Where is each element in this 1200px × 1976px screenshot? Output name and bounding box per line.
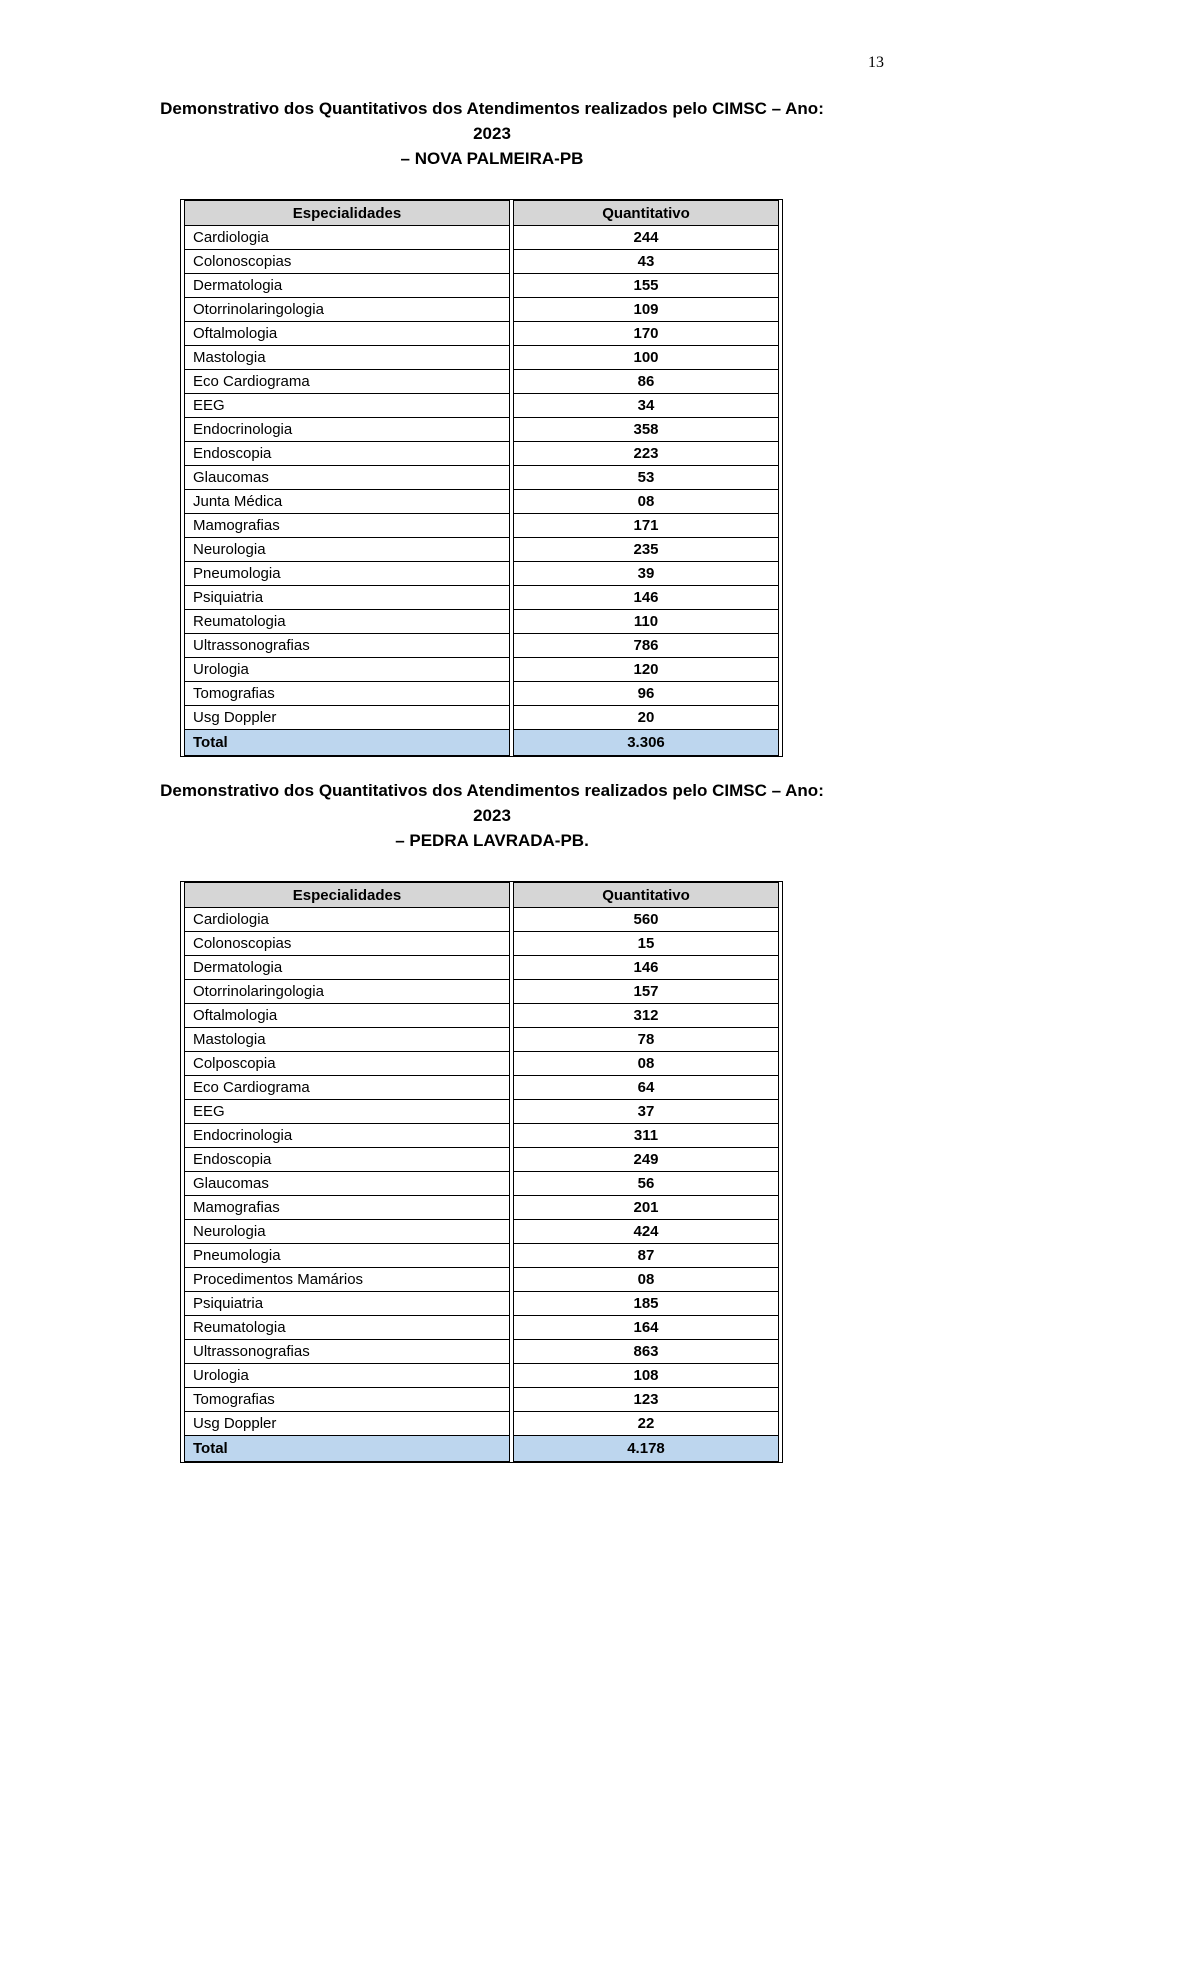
section-title-line3: – NOVA PALMEIRA-PB xyxy=(400,149,584,168)
quantity-cell: 146 xyxy=(513,956,779,980)
table-row xyxy=(184,370,779,394)
table-row xyxy=(184,1172,779,1196)
quantity-cell: 312 xyxy=(513,1004,779,1028)
table-header xyxy=(184,200,779,226)
table-row xyxy=(184,322,779,346)
quantity-cell: 53 xyxy=(513,466,779,490)
section-title-line3: – PEDRA LAVRADA-PB. xyxy=(395,831,589,850)
specialty-cell: Neurologia xyxy=(184,538,510,562)
specialty-cell: EEG xyxy=(184,394,510,418)
specialty-cell: Usg Doppler xyxy=(184,706,510,730)
specialty-cell: Reumatologia xyxy=(184,1316,510,1340)
quantity-cell: 78 xyxy=(513,1028,779,1052)
table-body xyxy=(184,226,779,730)
table-row xyxy=(184,1292,779,1316)
table-row xyxy=(184,956,779,980)
total-value: 3.306 xyxy=(513,730,779,756)
attendance-table-nova-palmeira xyxy=(180,199,783,757)
table-row xyxy=(184,706,779,730)
quantity-cell: 120 xyxy=(513,658,779,682)
quantity-cell: 108 xyxy=(513,1364,779,1388)
total-row xyxy=(184,1436,779,1462)
specialty-cell: Mamografias xyxy=(184,514,510,538)
specialty-cell: Tomografias xyxy=(184,1388,510,1412)
specialty-cell: Neurologia xyxy=(184,1220,510,1244)
table-row xyxy=(184,1220,779,1244)
quantity-cell: 39 xyxy=(513,562,779,586)
section-title xyxy=(97,778,887,853)
column-header-especialidades: Especialidades xyxy=(184,882,510,908)
quantity-cell: 43 xyxy=(513,250,779,274)
table-row xyxy=(184,1124,779,1148)
quantity-cell: 08 xyxy=(513,1052,779,1076)
table-row xyxy=(184,442,779,466)
specialty-cell: Cardiologia xyxy=(184,908,510,932)
quantity-cell: 64 xyxy=(513,1076,779,1100)
quantity-cell: 223 xyxy=(513,442,779,466)
table-body xyxy=(184,908,779,1436)
quantity-cell: 100 xyxy=(513,346,779,370)
quantity-cell: 358 xyxy=(513,418,779,442)
quantity-cell: 249 xyxy=(513,1148,779,1172)
quantity-cell: 87 xyxy=(513,1244,779,1268)
table-row xyxy=(184,1028,779,1052)
specialty-cell: Colonoscopias xyxy=(184,250,510,274)
page-content xyxy=(97,96,887,1463)
table-row xyxy=(184,1148,779,1172)
table-row xyxy=(184,562,779,586)
specialty-cell: Endoscopia xyxy=(184,1148,510,1172)
table-header xyxy=(184,882,779,908)
specialty-cell: Mastologia xyxy=(184,1028,510,1052)
specialty-cell: Ultrassonografias xyxy=(184,634,510,658)
column-header-especialidades: Especialidades xyxy=(184,200,510,226)
column-header-quantitativo: Quantitativo xyxy=(513,200,779,226)
specialty-cell: Tomografias xyxy=(184,682,510,706)
table-row xyxy=(184,1052,779,1076)
quantity-cell: 34 xyxy=(513,394,779,418)
header-row xyxy=(184,200,779,226)
section-nova-palmeira xyxy=(97,96,887,757)
quantity-cell: 185 xyxy=(513,1292,779,1316)
quantity-cell: 37 xyxy=(513,1100,779,1124)
quantity-cell: 201 xyxy=(513,1196,779,1220)
specialty-cell: Endocrinologia xyxy=(184,418,510,442)
quantity-cell: 08 xyxy=(513,490,779,514)
table-row xyxy=(184,274,779,298)
specialty-cell: Junta Médica xyxy=(184,490,510,514)
table-row xyxy=(184,932,779,956)
quantity-cell: 20 xyxy=(513,706,779,730)
table-row xyxy=(184,346,779,370)
specialty-cell: Usg Doppler xyxy=(184,1412,510,1436)
table-row xyxy=(184,634,779,658)
specialty-cell: Endoscopia xyxy=(184,442,510,466)
specialty-cell: Cardiologia xyxy=(184,226,510,250)
table-row xyxy=(184,682,779,706)
total-label: Total xyxy=(184,730,510,756)
table-row xyxy=(184,226,779,250)
specialty-cell: Oftalmologia xyxy=(184,322,510,346)
section-title-line2: 2023 xyxy=(473,124,511,143)
specialty-cell: Glaucomas xyxy=(184,1172,510,1196)
quantity-cell: 157 xyxy=(513,980,779,1004)
quantity-cell: 244 xyxy=(513,226,779,250)
table-row xyxy=(184,1196,779,1220)
quantity-cell: 155 xyxy=(513,274,779,298)
specialty-cell: Procedimentos Mamários xyxy=(184,1268,510,1292)
table-row xyxy=(184,490,779,514)
total-row xyxy=(184,730,779,756)
total-label: Total xyxy=(184,1436,510,1462)
table-row xyxy=(184,980,779,1004)
table-row xyxy=(184,514,779,538)
quantity-cell: 863 xyxy=(513,1340,779,1364)
table-footer xyxy=(184,730,779,756)
total-value: 4.178 xyxy=(513,1436,779,1462)
quantity-cell: 170 xyxy=(513,322,779,346)
specialty-cell: Eco Cardiograma xyxy=(184,370,510,394)
table-row xyxy=(184,1364,779,1388)
table-row xyxy=(184,658,779,682)
table-row xyxy=(184,1004,779,1028)
quantity-cell: 560 xyxy=(513,908,779,932)
quantity-cell: 786 xyxy=(513,634,779,658)
quantity-cell: 22 xyxy=(513,1412,779,1436)
quantity-cell: 311 xyxy=(513,1124,779,1148)
specialty-cell: Endocrinologia xyxy=(184,1124,510,1148)
specialty-cell: Colposcopia xyxy=(184,1052,510,1076)
header-row xyxy=(184,882,779,908)
specialty-cell: Glaucomas xyxy=(184,466,510,490)
quantity-cell: 56 xyxy=(513,1172,779,1196)
quantity-cell: 96 xyxy=(513,682,779,706)
table-row xyxy=(184,908,779,932)
table-row xyxy=(184,610,779,634)
quantity-cell: 109 xyxy=(513,298,779,322)
table-row xyxy=(184,250,779,274)
page-number: 13 xyxy=(868,54,884,71)
quantity-cell: 164 xyxy=(513,1316,779,1340)
table-row xyxy=(184,1340,779,1364)
quantity-cell: 15 xyxy=(513,932,779,956)
specialty-cell: Urologia xyxy=(184,1364,510,1388)
specialty-cell: Eco Cardiograma xyxy=(184,1076,510,1100)
specialty-cell: Mastologia xyxy=(184,346,510,370)
column-header-quantitativo: Quantitativo xyxy=(513,882,779,908)
table-row xyxy=(184,1076,779,1100)
specialty-cell: Reumatologia xyxy=(184,610,510,634)
specialty-cell: Pneumologia xyxy=(184,562,510,586)
specialty-cell: Mamografias xyxy=(184,1196,510,1220)
table-row xyxy=(184,394,779,418)
section-title-line1: Demonstrativo dos Quantitativos dos Atendimentos realizados pelo CIMSC – Ano: xyxy=(160,781,824,800)
specialty-cell: Psiquiatria xyxy=(184,586,510,610)
specialty-cell: Otorrinolaringologia xyxy=(184,298,510,322)
specialty-cell: EEG xyxy=(184,1100,510,1124)
table-row xyxy=(184,1388,779,1412)
table-row xyxy=(184,586,779,610)
specialty-cell: Dermatologia xyxy=(184,956,510,980)
table-row xyxy=(184,1100,779,1124)
quantity-cell: 171 xyxy=(513,514,779,538)
section-title-line1: Demonstrativo dos Quantitativos dos Atendimentos realizados pelo CIMSC – Ano: xyxy=(160,99,824,118)
specialty-cell: Dermatologia xyxy=(184,274,510,298)
section-title xyxy=(97,96,887,171)
specialty-cell: Colonoscopias xyxy=(184,932,510,956)
quantity-cell: 86 xyxy=(513,370,779,394)
table-footer xyxy=(184,1436,779,1462)
specialty-cell: Otorrinolaringologia xyxy=(184,980,510,1004)
specialty-cell: Ultrassonografias xyxy=(184,1340,510,1364)
table-row xyxy=(184,298,779,322)
table-row xyxy=(184,418,779,442)
section-title-line2: 2023 xyxy=(473,806,511,825)
quantity-cell: 235 xyxy=(513,538,779,562)
table-row xyxy=(184,1268,779,1292)
specialty-cell: Psiquiatria xyxy=(184,1292,510,1316)
quantity-cell: 08 xyxy=(513,1268,779,1292)
table-row xyxy=(184,1244,779,1268)
quantity-cell: 110 xyxy=(513,610,779,634)
attendance-table-pedra-lavrada xyxy=(180,881,783,1463)
table-row xyxy=(184,1412,779,1436)
quantity-cell: 146 xyxy=(513,586,779,610)
quantity-cell: 123 xyxy=(513,1388,779,1412)
table-row xyxy=(184,1316,779,1340)
table-row xyxy=(184,466,779,490)
specialty-cell: Pneumologia xyxy=(184,1244,510,1268)
quantity-cell: 424 xyxy=(513,1220,779,1244)
specialty-cell: Oftalmologia xyxy=(184,1004,510,1028)
specialty-cell: Urologia xyxy=(184,658,510,682)
section-pedra-lavrada xyxy=(97,778,887,1463)
table-row xyxy=(184,538,779,562)
